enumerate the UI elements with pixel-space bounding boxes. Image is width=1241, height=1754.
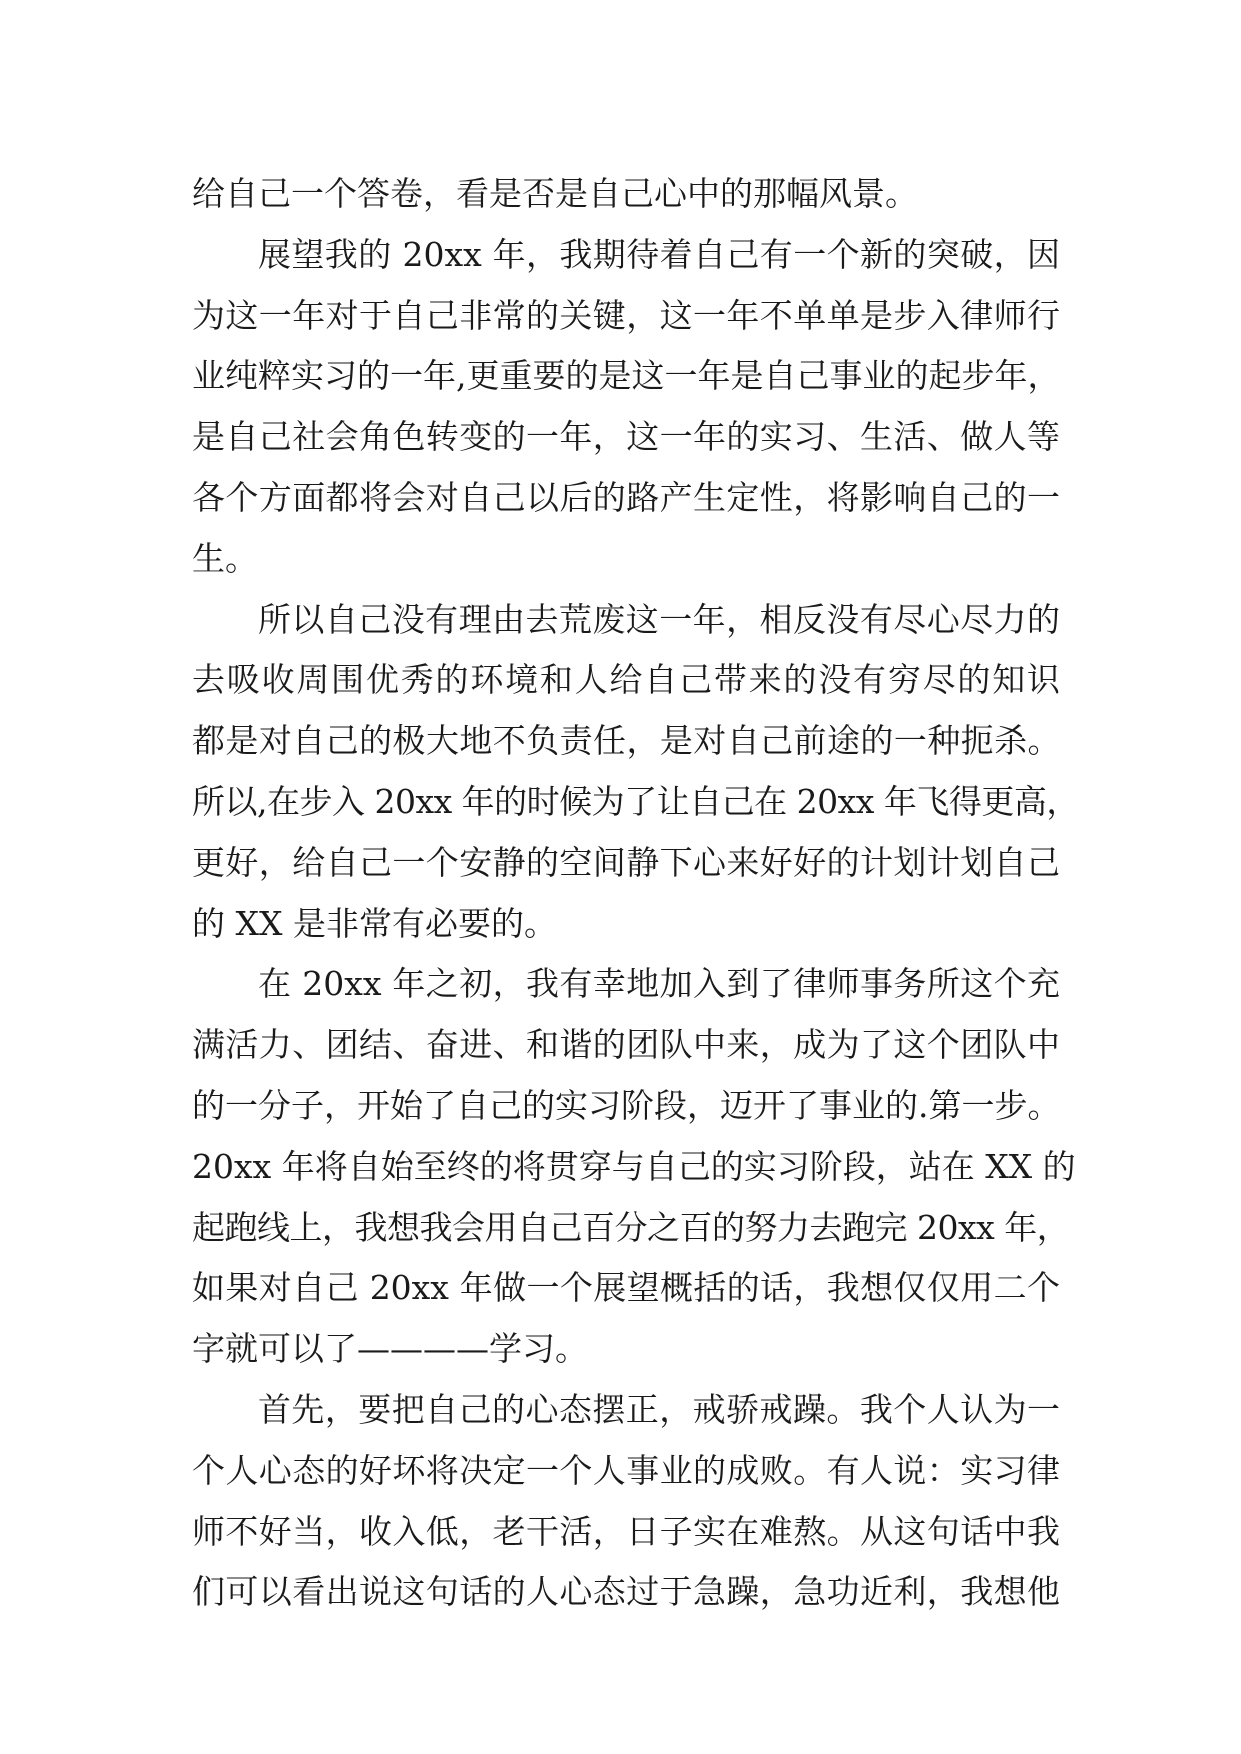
text-line: 更好，给自己一个安静的空间静下心来好好的计划计划自己	[192, 842, 1060, 882]
text-line: 如果对自己 20xx 年做一个展望概括的话，我想仅仅用二个	[192, 1268, 1060, 1308]
text-line: 满活力、团结、奋进、和谐的团队中来，成为了这个团队中	[192, 1025, 1060, 1065]
text-line: 业纯粹实习的一年,更重要的是这一年是自己事业的起步年，	[192, 356, 1061, 396]
text-line: 各个方面都将会对自己以后的路产生定性，将影响自己的一	[192, 477, 1060, 517]
text-line: 们可以看出说这句话的人心态过于急躁，急功近利，我想他	[192, 1572, 1060, 1612]
text-line: 个人心态的好坏将决定一个人事业的成败。有人说：实习律	[192, 1450, 1060, 1490]
paragraph-first-line: 展望我的 20xx 年，我期待着自己有一个新的突破，因	[258, 234, 1060, 274]
text-line: 生。	[192, 538, 258, 578]
document-body	[192, 164, 1079, 1623]
text-line: 所以,在步入 20xx 年的时候为了让自己在 20xx 年飞得更高，	[192, 781, 1079, 821]
paragraph-first-line: 所以自己没有理由去荒废这一年，相反没有尽心尽力的	[258, 599, 1060, 639]
paragraph-first-line: 首先，要把自己的心态摆正，戒骄戒躁。我个人认为一	[258, 1389, 1060, 1429]
paragraph-first-line: 在 20xx 年之初，我有幸地加入到了律师事务所这个充	[258, 964, 1060, 1004]
text-line: 为这一年对于自己非常的关键，这一年不单单是步入律师行	[192, 295, 1060, 335]
text-line: 起跑线上，我想我会用自己百分之百的努力去跑完 20xx 年，	[192, 1207, 1070, 1247]
text-line: 都是对自己的极大地不负责任，是对自己前途的一种扼杀。	[192, 721, 1060, 761]
text-line: 20xx 年将自始至终的将贯穿与自己的实习阶段，站在 XX 的	[192, 1146, 1076, 1186]
text-line: 是自己社会角色转变的一年，这一年的实习、生活、做人等	[192, 417, 1060, 457]
text-line: 师不好当，收入低，老干活，日子实在难熬。从这句话中我	[192, 1511, 1060, 1551]
text-line: 的一分子，开始了自己的实习阶段，迈开了事业的.第一步。	[192, 1085, 1060, 1125]
text-line: 去吸收周围优秀的环境和人给自己带来的没有穷尽的知识	[192, 660, 1060, 700]
text-line: 的 XX 是非常有必要的。	[192, 903, 557, 943]
text-line: 给自己一个答卷，看是否是自己心中的那幅风景。	[192, 174, 918, 213]
text-line: 字就可以了————学习。	[192, 1329, 588, 1369]
